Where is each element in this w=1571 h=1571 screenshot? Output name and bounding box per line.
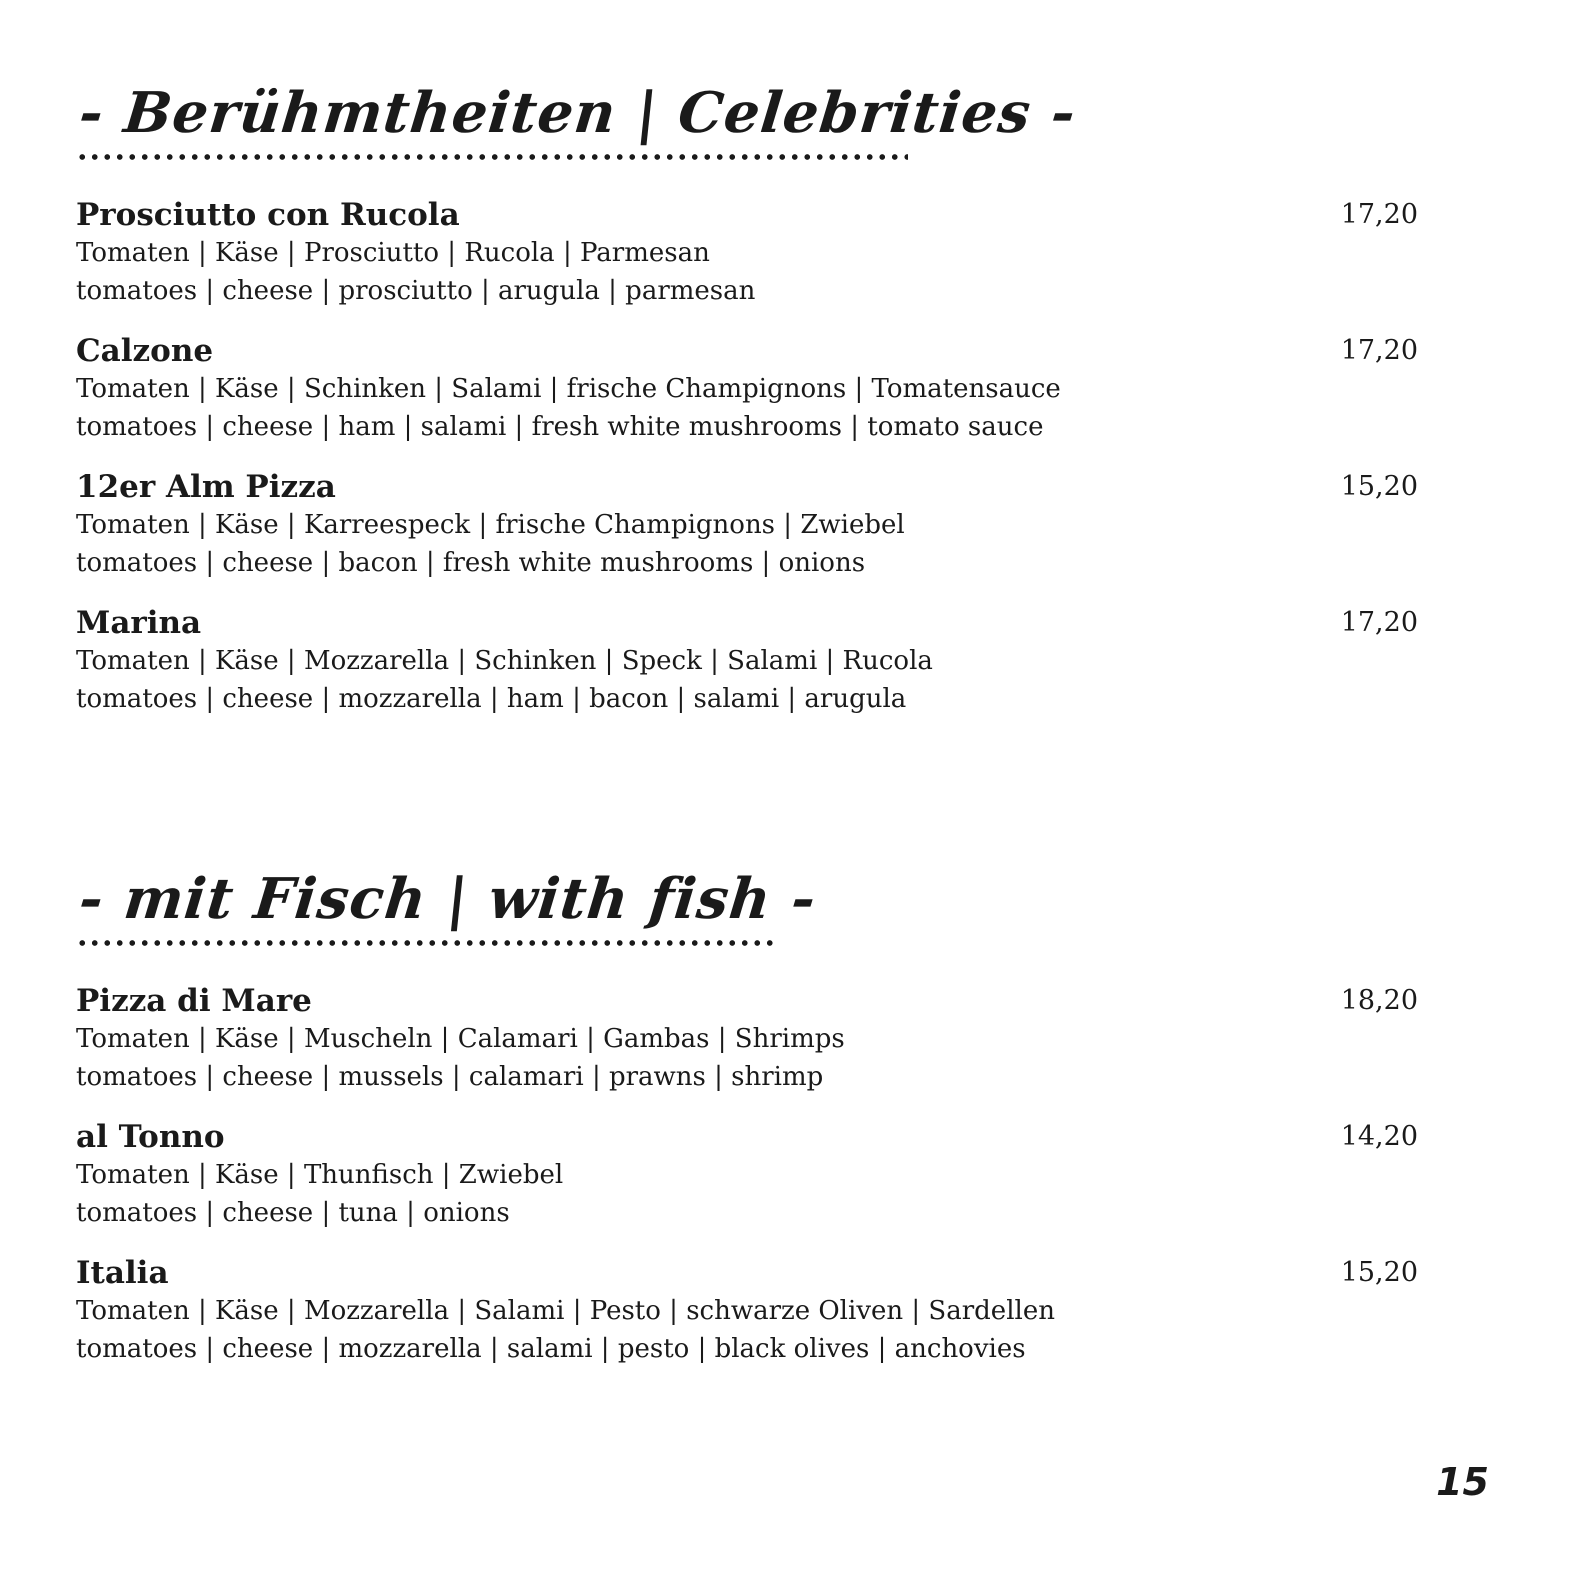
item-ingredients-en: tomatoes | cheese | bacon | fresh white mushrooms | onions [76, 548, 866, 578]
item-ingredients-en: tomatoes | cheese | ham | salami | fresh white mushrooms | tomato sauce [76, 412, 1044, 442]
item-name: Prosciutto con Rucola [76, 197, 460, 233]
item-price: 14,20 [1340, 1121, 1418, 1152]
item-ingredients-de: Tomaten | Käse | Muscheln | Calamari | Gambas | Shrimps [76, 1024, 845, 1054]
item-ingredients-de: Tomaten | Käse | Mozzarella | Salami | Pesto | schwarze Oliven | Sardellen [76, 1296, 1055, 1326]
item-name: Marina [76, 605, 202, 641]
item-price: 15,20 [1340, 471, 1418, 502]
item-price: 15,20 [1340, 1257, 1418, 1288]
menu-item-list [76, 196, 1426, 718]
item-price: 17,20 [1340, 607, 1418, 638]
item-price: 17,20 [1340, 335, 1418, 366]
dotted-divider [76, 940, 774, 946]
item-ingredients-de: Tomaten | Käse | Thunfisch | Zwiebel [76, 1160, 564, 1190]
item-ingredients-en: tomatoes | cheese | mussels | calamari | prawns | shrimp [76, 1062, 824, 1092]
item-ingredients-en: tomatoes | cheese | mozzarella | ham | bacon | salami | arugula [76, 684, 907, 714]
item-name: Italia [76, 1255, 169, 1291]
item-ingredients-en: tomatoes | cheese | tuna | onions [76, 1198, 510, 1228]
item-ingredients-en: tomatoes | cheese | mozzarella | salami | pesto | black olives | anchovies [76, 1334, 1026, 1364]
menu-item [76, 468, 1426, 582]
item-ingredients-de: Tomaten | Käse | Schinken | Salami | frische Champignons | Tomatensauce [76, 374, 1061, 404]
item-name: Pizza di Mare [76, 983, 312, 1019]
item-ingredients-en: tomatoes | cheese | prosciutto | arugula | parmesan [76, 276, 756, 306]
menu-item [76, 604, 1426, 718]
section-celebrities [76, 78, 1426, 740]
item-price: 18,20 [1340, 985, 1418, 1016]
menu-item-list [76, 982, 1426, 1368]
menu-item [76, 196, 1426, 310]
item-ingredients-de: Tomaten | Käse | Mozzarella | Schinken | Speck | Salami | Rucola [76, 646, 933, 676]
item-name: 12er Alm Pizza [76, 469, 336, 505]
item-name: Calzone [76, 333, 214, 369]
page-number: 15 [1436, 1460, 1489, 1504]
item-price: 17,20 [1340, 199, 1418, 230]
item-name: al Tonno [76, 1119, 225, 1155]
dotted-divider [76, 154, 908, 160]
section-title: - Berühmtheiten | Celebrities - [76, 80, 1080, 146]
item-ingredients-de: Tomaten | Käse | Karreespeck | frische Champignons | Zwiebel [76, 510, 905, 540]
menu-item [76, 982, 1426, 1096]
section-with-fish [76, 864, 1426, 1390]
menu-item [76, 1254, 1426, 1368]
section-title: - mit Fisch | with fish - [76, 866, 820, 932]
item-ingredients-de: Tomaten | Käse | Prosciutto | Rucola | Parmesan [76, 238, 710, 268]
menu-item [76, 332, 1426, 446]
menu-item [76, 1118, 1426, 1232]
